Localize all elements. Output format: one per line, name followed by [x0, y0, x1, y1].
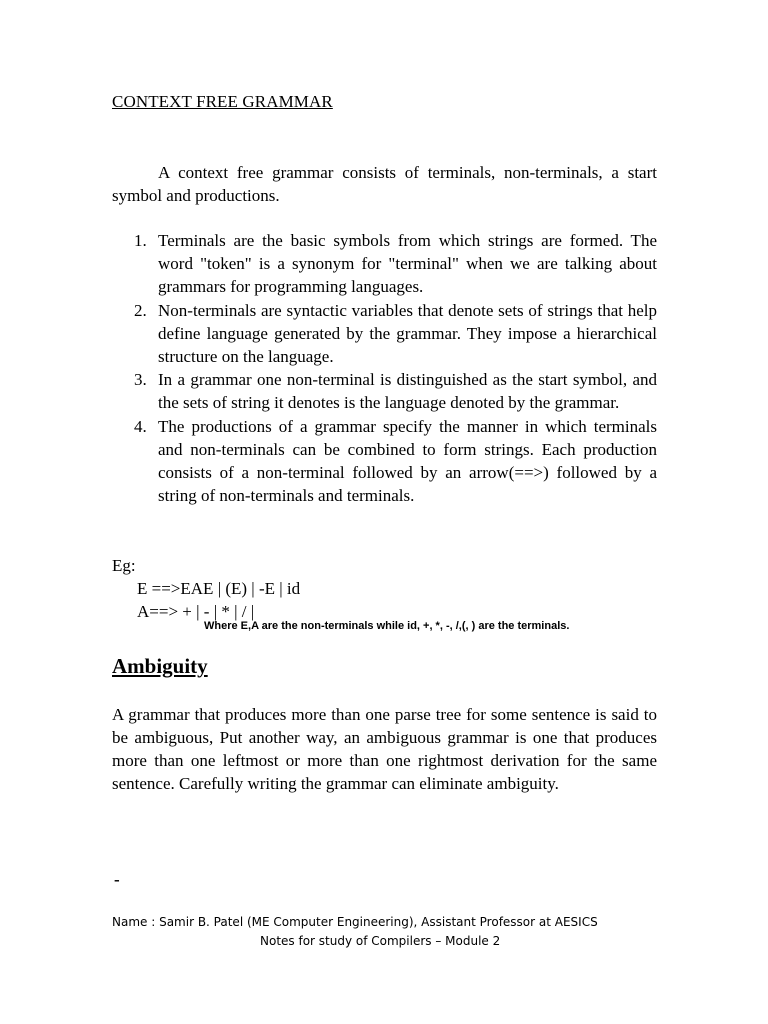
- example-label: Eg:: [112, 556, 136, 575]
- list-item: [112, 368, 657, 414]
- list-item: [112, 415, 657, 508]
- example-block: [112, 554, 300, 623]
- list-item-number: 3.: [134, 370, 147, 390]
- ambiguity-heading: Ambiguity: [112, 654, 208, 678]
- footer-author: Name : Samir B. Patel (ME Computer Engineering), Assistant Professor at AESICS: [112, 915, 598, 929]
- list-item-number: 4.: [134, 416, 147, 436]
- list-item-number: 2.: [134, 300, 147, 320]
- definition-list: [112, 229, 657, 507]
- list-item-text: Non-terminals are syntactic variables that denote sets of strings that help define language generated by the grammar. They impose a hierarchical structure on the language.: [158, 300, 657, 367]
- list-item-text: Terminals are the basic symbols from which strings are formed. The word "token" is a synonym for "terminal" when we are talking about grammars for programming languages.: [158, 231, 657, 297]
- list-item: [112, 299, 657, 369]
- terminals-note: Where E,A are the non-terminals while id, +, *, -, /,(, ) are the terminals.: [204, 620, 570, 632]
- ambiguity-paragraph: A grammar that produces more than one parse tree for some sentence is said to be ambiguous, Put another way, an ambiguous grammar is one that produces more than one leftmost or more than one rightmost derivation for the same sentence. Carefully writing the grammar can eliminate ambiguity.: [112, 705, 657, 793]
- page-title: CONTEXT FREE GRAMMAR: [112, 92, 333, 111]
- dash-mark: -: [114, 870, 120, 889]
- production-e: E ==>EAE | (E) | -E | id: [137, 579, 301, 598]
- list-item: [112, 229, 657, 299]
- list-item-number: 1.: [134, 231, 147, 250]
- list-item-text: In a grammar one non-terminal is distinguished as the start symbol, and the sets of string it denotes is the language denoted by the grammar.: [158, 370, 657, 413]
- production-a: A==> + | - | * | / |: [137, 602, 255, 621]
- list-item-text: The productions of a grammar specify the manner in which terminals and non-terminals can be combined to form strings. Each production consists of a non-terminal followed by an arrow(==>) followed by a string of non-terminals and terminals.: [158, 416, 657, 506]
- intro-paragraph: A context free grammar consists of terminals, non-terminals, a start symbol and productions.: [112, 163, 657, 205]
- footer-module: Notes for study of Compilers – Module 2: [260, 934, 501, 948]
